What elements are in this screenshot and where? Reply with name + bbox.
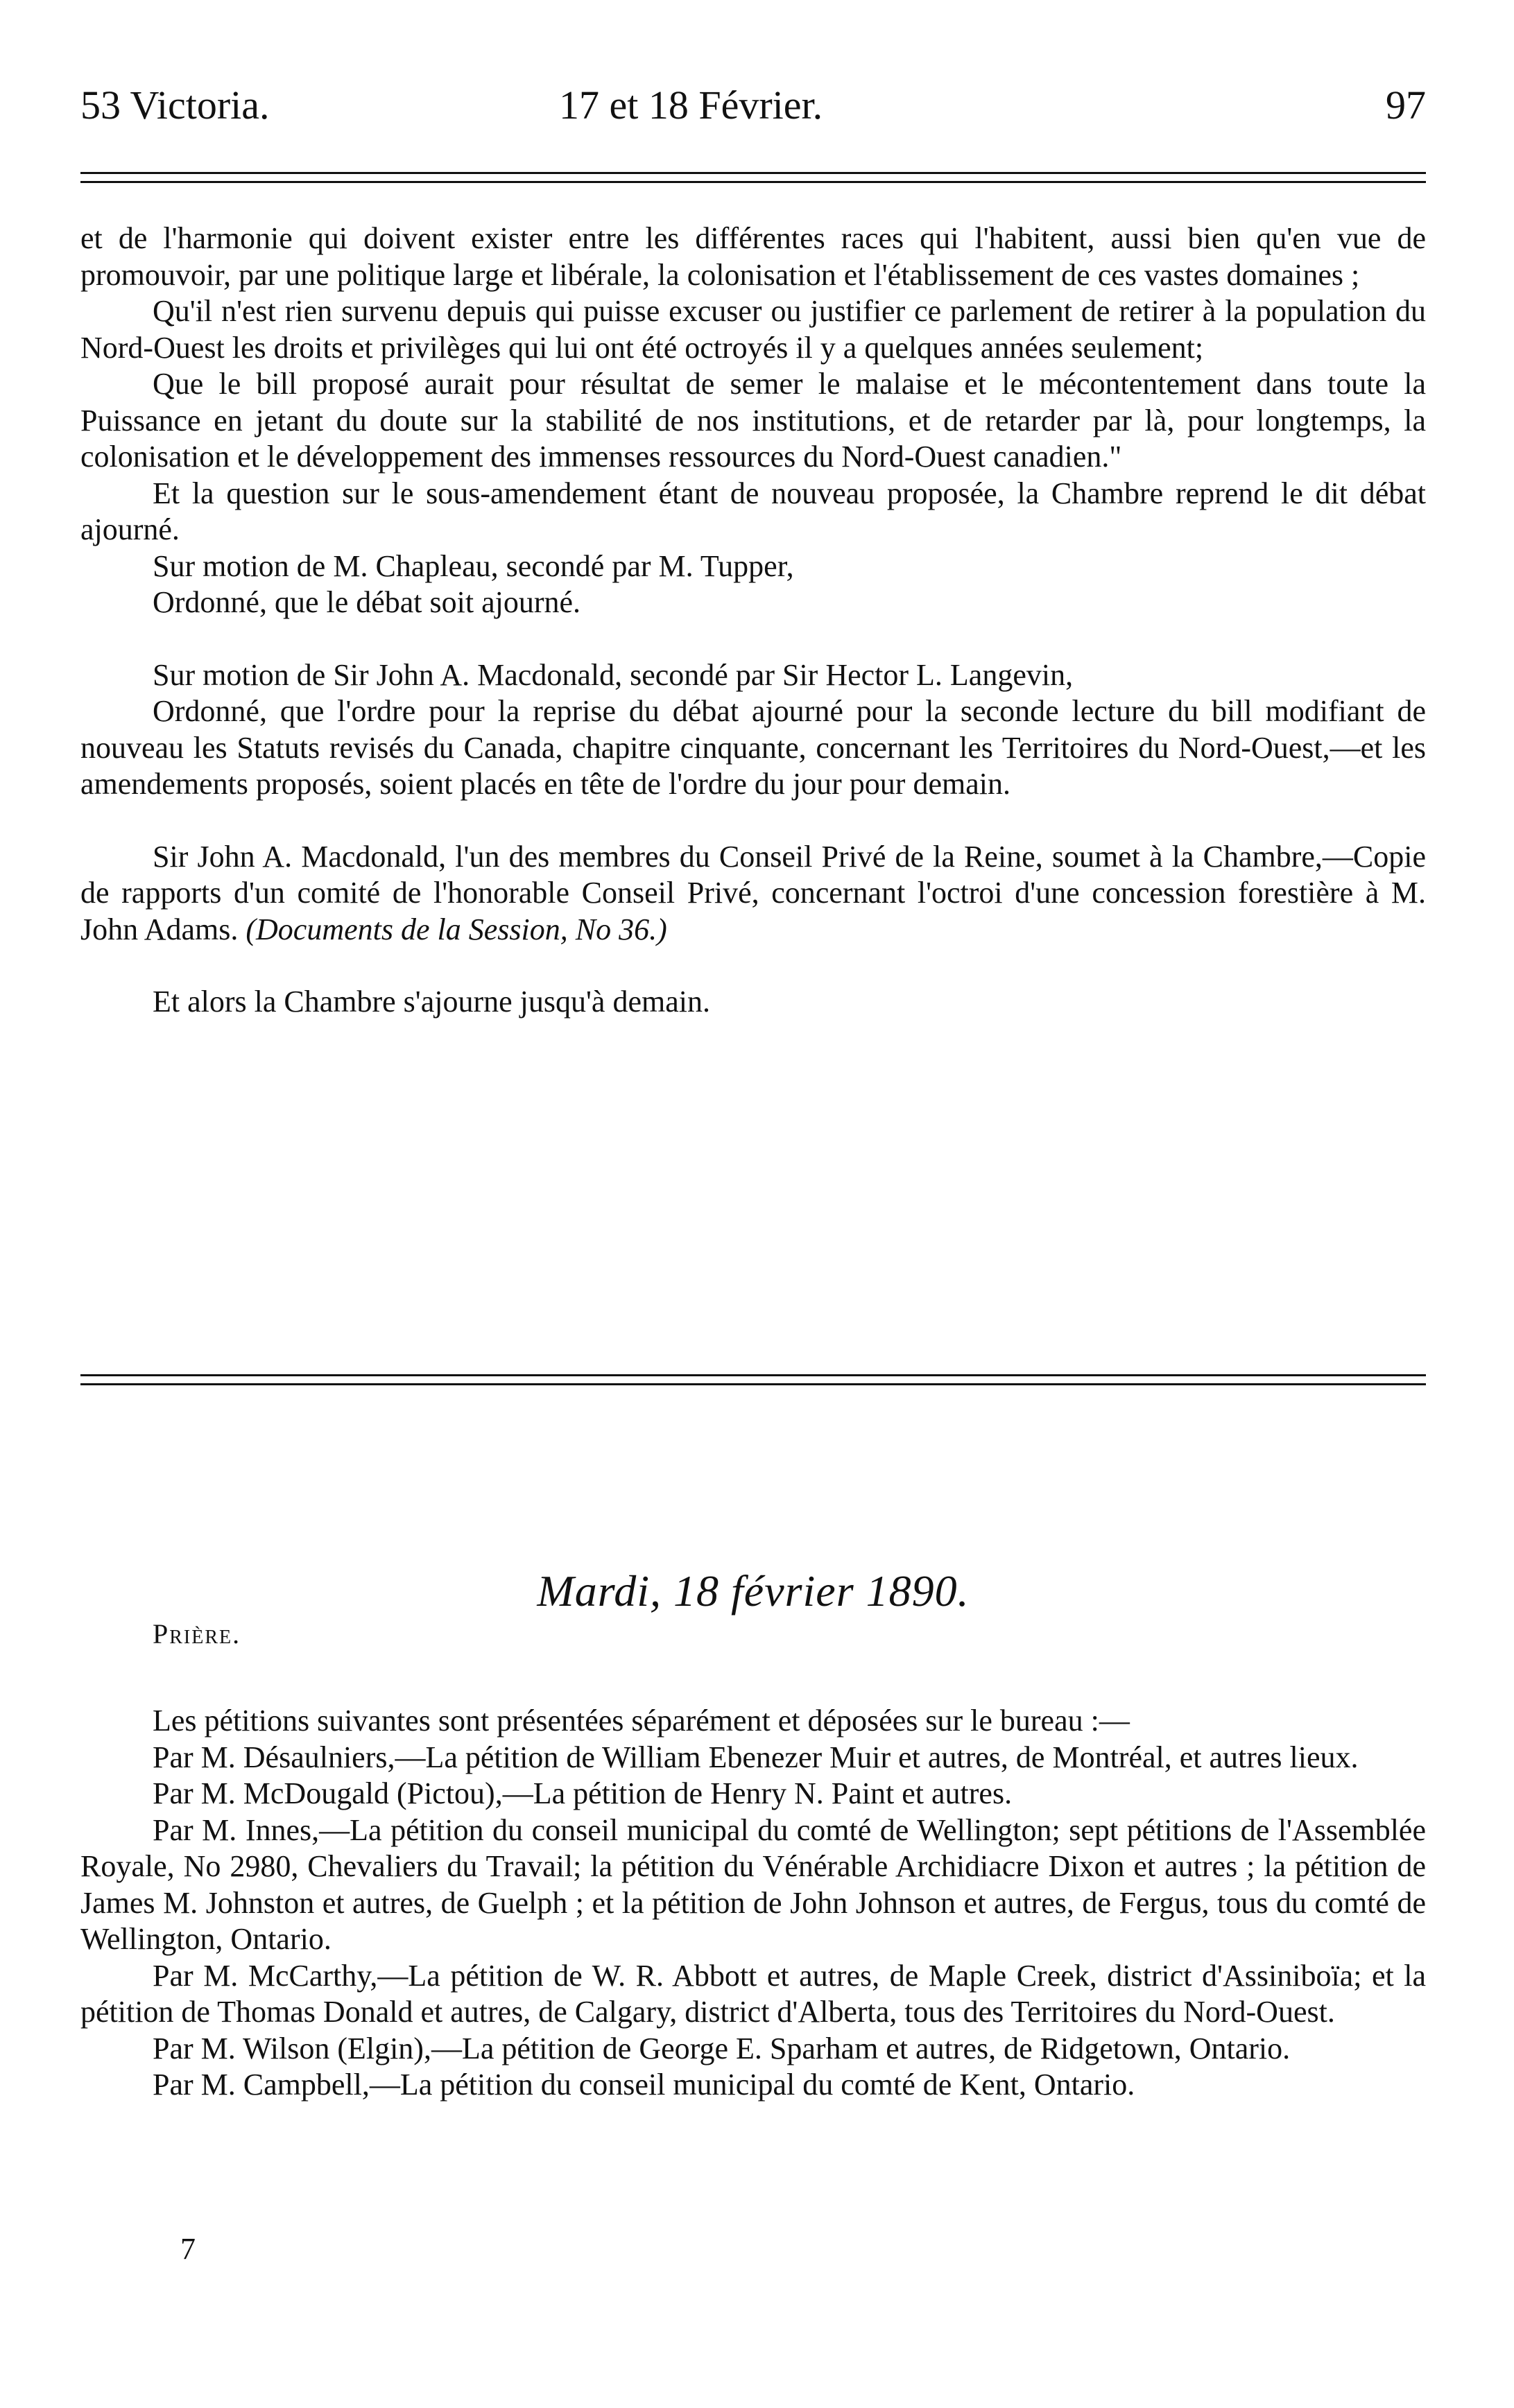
paragraph: Par M. Wilson (Elgin),—La pétition de George E. Sparham et autres, de Ridgetown, Ontario.: [153, 2031, 1291, 2065]
paragraph: Qu'il n'est rien survenu depuis qui puisse excuser ou justifier ce parlement de retirer à la population du Nord-Ouest les droits et privilèges qui lui ont été octroyés il y a quelques années seulement;: [80, 294, 1426, 365]
paragraph: Par M. McCarthy,—La pétition de W. R. Abbott et autres, de Maple Creek, district d'Assiniboïa; et la pétition de Thomas Donald et autres, de Calgary, district d'Alberta, tous des Territoires du Nord-Ouest.: [80, 1958, 1426, 2029]
paragraph: Et alors la Chambre s'ajourne jusqu'à demain.: [153, 985, 710, 1019]
paragraph: Par M. Désaulniers,—La pétition de William Ebenezer Muir et autres, de Montréal, et autres lieux.: [153, 1740, 1359, 1774]
running-header: [80, 82, 1426, 137]
paragraph: Et la question sur le sous-amendement étant de nouveau proposée, la Chambre reprend le dit débat ajourné.: [80, 476, 1426, 546]
body-text-upper: [80, 220, 1426, 1021]
paragraph: Sur motion de Sir John A. Macdonald, secondé par Sir Hector L. Langevin,: [153, 657, 1074, 692]
sitting-date-heading: Mardi, 18 février 1890.: [537, 1566, 970, 1616]
document-page: [80, 0, 1426, 2408]
paragraph: Ordonné, que l'ordre pour la reprise du débat ajourné pour la seconde lecture du bill modifiant de nouveau les Statuts revisés du Canada, chapitre cinquante, concernant les Territoires du Nord-Ouest,—et les amendements proposés, soient placés en tête de l'ordre du jour pour demain.: [80, 694, 1426, 801]
priere-label: Prière.: [153, 1618, 241, 1649]
paragraph: Par M. McDougald (Pictou),—La pétition de Henry N. Paint et autres.: [153, 1776, 1013, 1810]
header-date: 17 et 18 Février.: [559, 83, 823, 128]
paragraph: Par M. Innes,—La pétition du conseil municipal du comté de Wellington; sept pétitions de l'Assemblée Royale, No 2980, Chevaliers du Travail; la pétition du Vénérable Archidiacre Dixon et autres ; la pétition de James M. Johnston et autres, de Guelph ; et la pétition de John Johnson et autres, de Fergus, tous du comté de Wellington, Ontario.: [80, 1812, 1426, 1956]
paragraph: Sur motion de M. Chapleau, secondé par M. Tupper,: [153, 548, 794, 583]
header-session: 53 Victoria.: [80, 83, 270, 128]
paragraph: Les pétitions suivantes sont présentées séparément et déposées sur le bureau :—: [153, 1704, 1130, 1738]
section-rule: [80, 1374, 1426, 1385]
paragraph: Que le bill proposé aurait pour résultat de semer le malaise et le mécontentement dans toute la Puissance en jetant du doute sur la stabilité de nos institutions, et de retarder par là, pour longtemps, la colonisation et le développement des immenses ressources du Nord-Ouest canadien.": [80, 367, 1426, 474]
body-text-lower: [80, 1703, 1426, 2104]
signature-folio: 7: [180, 2232, 196, 2266]
header-page-number: 97: [1386, 83, 1426, 128]
paragraph: Ordonné, que le débat soit ajourné.: [153, 585, 581, 619]
paragraph: et de l'harmonie qui doivent exister entre les différentes races qui l'habitent, aussi bien qu'en vue de promouvoir, par une politique large et libérale, la colonisation et l'établissement de ces vastes domaines ;: [80, 221, 1426, 292]
paragraph-text: Sir John A. Macdonald, l'un des membres du Conseil Privé de la Reine, soumet à la Chambre,—Copie de rapports d'un comité de l'honorable Conseil Privé, concernant l'octroi d'une concession forestière à M. John Adams.: [80, 839, 1426, 946]
paragraph: Par M. Campbell,—La pétition du conseil municipal du comté de Kent, Ontario.: [153, 2068, 1135, 2102]
paragraph: [80, 839, 1426, 949]
header-rule: [80, 172, 1426, 183]
document-reference: (Documents de la Session, No 36.): [246, 912, 667, 946]
